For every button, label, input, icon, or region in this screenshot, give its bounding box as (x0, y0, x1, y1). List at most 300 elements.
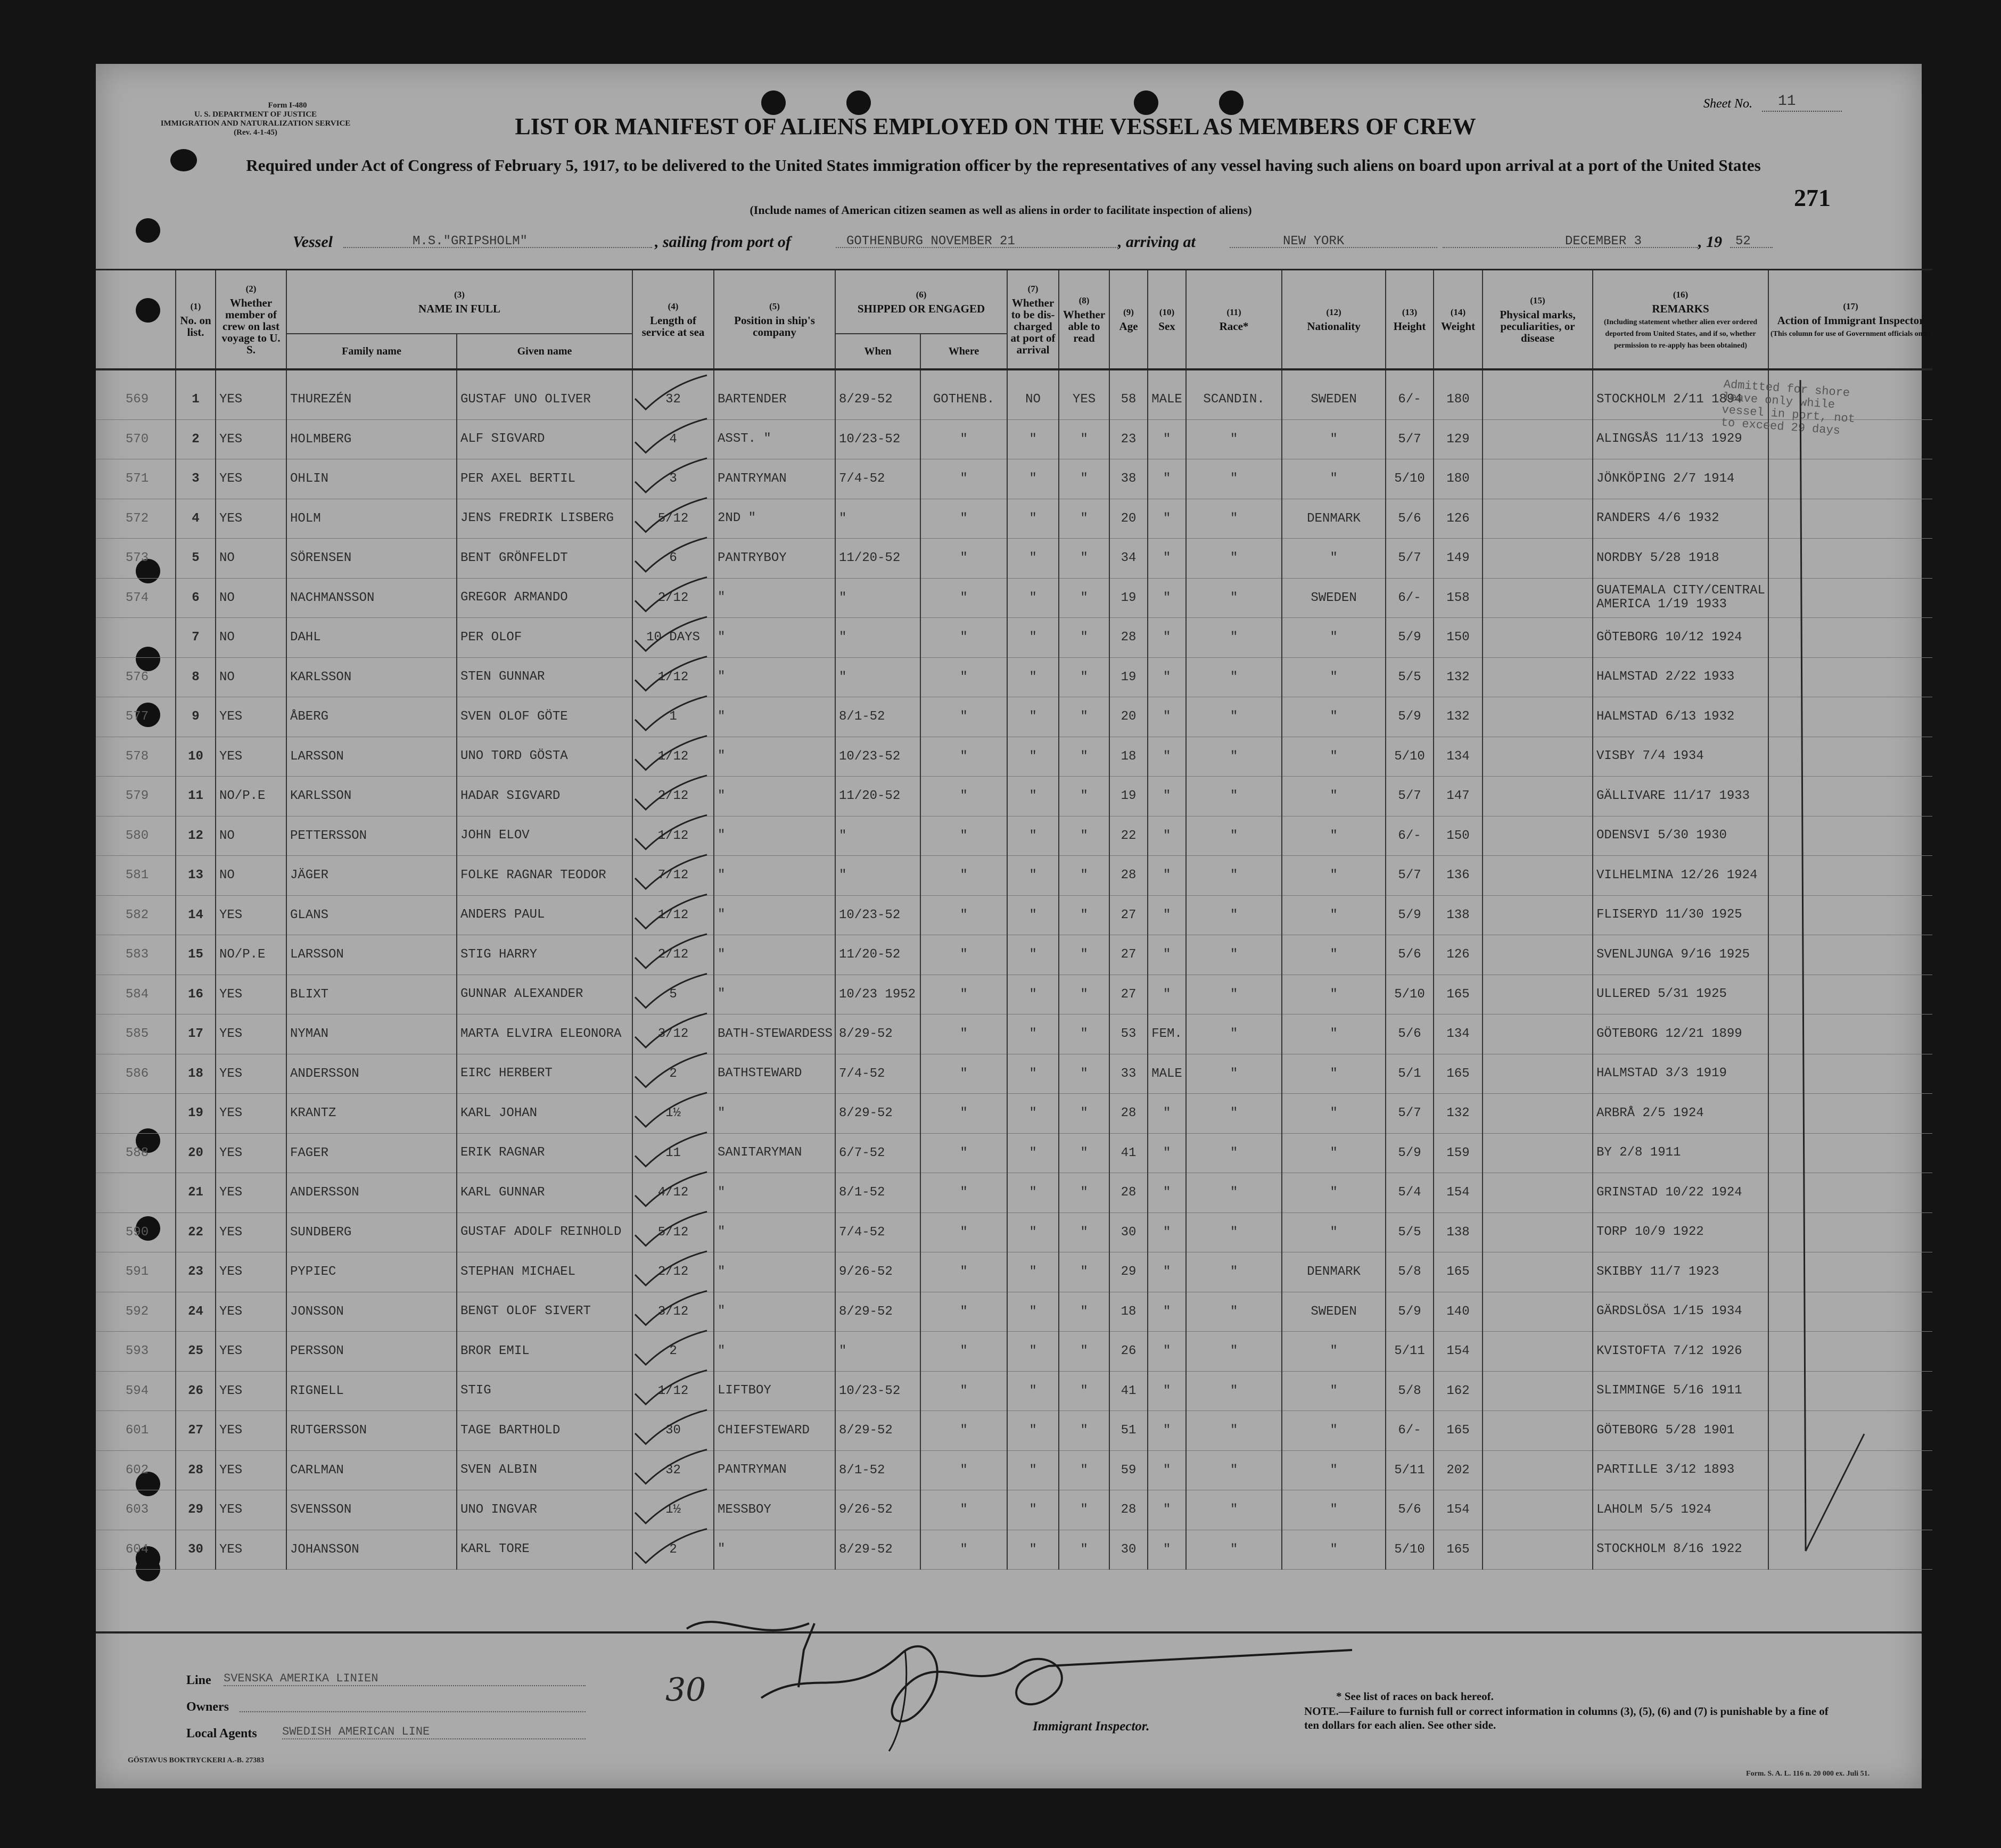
last-voyage-cell: YES (216, 697, 286, 737)
crew-row (96, 777, 1932, 816)
race-cell: " (1186, 1252, 1282, 1292)
height-cell: 5/9 (1386, 1133, 1434, 1173)
crew-row (96, 657, 1932, 697)
remarks-cell: LAHOLM 5/5 1924 (1593, 1490, 1768, 1530)
position-cell: " (714, 895, 835, 935)
no-on-list-cell: 9 (176, 697, 216, 737)
crew-row (96, 1292, 1932, 1332)
service-length-cell: 3/12 (632, 1292, 714, 1332)
able-to-read-cell: " (1059, 1212, 1109, 1252)
race-cell: " (1186, 1173, 1282, 1213)
form-revision: (Rev. 4-1-45) (234, 128, 277, 137)
crew-row (96, 419, 1932, 459)
shipped-where-cell: " (920, 697, 1007, 737)
row-stamp-cell: 594 (96, 1371, 176, 1411)
weight-cell: 126 (1434, 499, 1483, 539)
year-label: , 19 (1698, 233, 1722, 251)
col-race-header: (11) Race* (1186, 270, 1282, 370)
shipped-where-cell: " (920, 1094, 1007, 1134)
crew-row (96, 578, 1932, 618)
shipped-when-cell: 9/26-52 (835, 1252, 920, 1292)
position-cell: " (714, 697, 835, 737)
remarks-cell: SVENLJUNGA 9/16 1925 (1593, 935, 1768, 975)
height-cell: 6/- (1386, 578, 1434, 618)
service-length-cell: 1/12 (632, 737, 714, 777)
inspector-action-cell (1768, 895, 1932, 935)
no-on-list-cell: 20 (176, 1133, 216, 1173)
col-when-header: When (835, 334, 920, 369)
position-cell: BATH-STEWARDESS (714, 1014, 835, 1054)
shipped-where-cell: " (920, 777, 1007, 816)
race-cell: " (1186, 657, 1282, 697)
weight-cell: 149 (1434, 539, 1483, 579)
physical-marks-cell (1483, 618, 1593, 658)
age-cell: 29 (1109, 1252, 1148, 1292)
physical-marks-cell (1483, 1450, 1593, 1490)
service-length-cell: 5/12 (632, 499, 714, 539)
shipped-when-cell: 10/23-52 (835, 895, 920, 935)
race-cell: " (1186, 895, 1282, 935)
sex-cell: " (1148, 539, 1186, 579)
discharged-cell: " (1007, 1133, 1059, 1173)
weight-cell: 162 (1434, 1371, 1483, 1411)
service-length-cell: 4 (632, 419, 714, 459)
row-stamp-cell: 604 (96, 1530, 176, 1570)
discharged-cell: " (1007, 1173, 1059, 1213)
local-agents-label: Local Agents (186, 1727, 257, 1740)
given-name-cell: EIRC HERBERT (457, 1054, 632, 1094)
owners-value (240, 1698, 586, 1712)
remarks-cell: GÖTEBORG 10/12 1924 (1593, 618, 1768, 658)
age-cell: 28 (1109, 1173, 1148, 1213)
physical-marks-cell (1483, 1411, 1593, 1451)
able-to-read-cell: " (1059, 737, 1109, 777)
nationality-cell: " (1282, 1094, 1386, 1134)
shipped-when-cell: 8/29-52 (835, 1014, 920, 1054)
no-on-list-cell: 16 (176, 975, 216, 1014)
no-on-list-cell: 23 (176, 1252, 216, 1292)
inspector-action-cell (1768, 1371, 1932, 1411)
row-stamp-cell: 602 (96, 1450, 176, 1490)
shipped-where-cell: " (920, 816, 1007, 856)
physical-marks-cell (1483, 975, 1593, 1014)
age-cell: 33 (1109, 1054, 1148, 1094)
col-given-name-header: Given name (457, 334, 632, 369)
last-voyage-cell: YES (216, 1094, 286, 1134)
physical-marks-cell (1483, 1292, 1593, 1332)
service-length-cell: 30 (632, 1411, 714, 1451)
physical-marks-cell (1483, 1530, 1593, 1570)
inspector-action-cell (1768, 1530, 1932, 1570)
col-family-name-header: Family name (286, 334, 457, 369)
family-name-cell: LARSSON (286, 935, 457, 975)
family-name-cell: JÄGER (286, 856, 457, 896)
shipped-when-cell: 11/20-52 (835, 777, 920, 816)
height-cell: 5/6 (1386, 1490, 1434, 1530)
inspector-action-cell (1768, 1252, 1932, 1292)
age-cell: 18 (1109, 1292, 1148, 1332)
discharged-cell: NO (1007, 369, 1059, 419)
last-voyage-cell: YES (216, 1212, 286, 1252)
height-cell: 5/7 (1386, 856, 1434, 896)
crew-row (96, 1450, 1932, 1490)
crew-row (96, 1212, 1932, 1252)
crew-row (96, 1014, 1932, 1054)
able-to-read-cell: " (1059, 1014, 1109, 1054)
remarks-cell: HALMSTAD 3/3 1919 (1593, 1054, 1768, 1094)
remarks-cell: FLISERYD 11/30 1925 (1593, 895, 1768, 935)
row-stamp-cell: 591 (96, 1252, 176, 1292)
position-cell: BATHSTEWARD (714, 1054, 835, 1094)
shipped-when-cell: 8/29-52 (835, 1411, 920, 1451)
include-note: (Include names of American citizen seamen as well as aliens in order to facilitate inspection of aliens) (750, 203, 1252, 217)
position-cell: " (714, 1094, 835, 1134)
nationality-cell: SWEDEN (1282, 1292, 1386, 1332)
position-cell: " (714, 777, 835, 816)
row-stamp-cell: 571 (96, 459, 176, 499)
remarks-cell: VISBY 7/4 1934 (1593, 737, 1768, 777)
age-cell: 28 (1109, 856, 1148, 896)
last-voyage-cell: YES (216, 459, 286, 499)
able-to-read-cell: " (1059, 856, 1109, 896)
sex-cell: " (1148, 419, 1186, 459)
able-to-read-cell: " (1059, 895, 1109, 935)
page-title: LIST OR MANIFEST OF ALIENS EMPLOYED ON THE VESSEL AS MEMBERS OF CREW (515, 113, 1476, 139)
remarks-cell: SLIMMINGE 5/16 1911 (1593, 1371, 1768, 1411)
row-stamp-cell: 577 (96, 697, 176, 737)
last-voyage-cell: YES (216, 1450, 286, 1490)
crew-row (96, 459, 1932, 499)
service-length-cell: 5/12 (632, 1212, 714, 1252)
discharged-cell: " (1007, 539, 1059, 579)
family-name-cell: OHLIN (286, 459, 457, 499)
no-on-list-cell: 2 (176, 419, 216, 459)
punch-hole (761, 90, 786, 115)
nationality-cell: " (1282, 856, 1386, 896)
sex-cell: " (1148, 499, 1186, 539)
able-to-read-cell: " (1059, 1292, 1109, 1332)
last-voyage-cell: NO (216, 856, 286, 896)
no-on-list-cell: 29 (176, 1490, 216, 1530)
race-cell: SCANDIN. (1186, 369, 1282, 419)
age-cell: 18 (1109, 737, 1148, 777)
able-to-read-cell: " (1059, 419, 1109, 459)
remarks-cell: ALINGSÅS 11/13 1929 (1593, 419, 1768, 459)
shipped-where-cell: " (920, 737, 1007, 777)
height-cell: 5/7 (1386, 539, 1434, 579)
nationality-cell: " (1282, 935, 1386, 975)
shipped-when-cell: 7/4-52 (835, 1054, 920, 1094)
weight-cell: 136 (1434, 856, 1483, 896)
shipped-where-cell: " (920, 1292, 1007, 1332)
weight-cell: 132 (1434, 1094, 1483, 1134)
crew-row (96, 1054, 1932, 1094)
col-age-header: (9) Age (1109, 270, 1148, 370)
discharged-cell: " (1007, 737, 1059, 777)
race-cell: " (1186, 1292, 1282, 1332)
no-on-list-cell: 27 (176, 1411, 216, 1451)
age-cell: 28 (1109, 618, 1148, 658)
last-voyage-cell: YES (216, 1332, 286, 1372)
service-length-cell: 32 (632, 1450, 714, 1490)
physical-marks-cell (1483, 459, 1593, 499)
no-on-list-cell: 12 (176, 816, 216, 856)
row-stamp-cell: 578 (96, 737, 176, 777)
age-cell: 26 (1109, 1332, 1148, 1372)
punch-hole (1219, 90, 1244, 115)
margin-column-header (96, 270, 176, 370)
row-stamp-cell: 592 (96, 1292, 176, 1332)
col-last-voyage-header: (2) Whether member of crew on last voyage to U. S. (216, 270, 286, 370)
able-to-read-cell: " (1059, 459, 1109, 499)
inspector-action-cell (1768, 816, 1932, 856)
able-to-read-cell: " (1059, 1450, 1109, 1490)
shipped-when-cell: " (835, 499, 920, 539)
service-name: IMMIGRATION AND NATURALIZATION SERVICE (160, 119, 351, 128)
discharged-cell: " (1007, 895, 1059, 935)
sheet-number-label: Sheet No. (1703, 97, 1752, 111)
height-cell: 5/6 (1386, 499, 1434, 539)
remarks-cell: RANDERS 4/6 1932 (1593, 499, 1768, 539)
service-length-cell: 1 (632, 697, 714, 737)
shipped-when-cell: 11/20-52 (835, 539, 920, 579)
no-on-list-cell: 30 (176, 1530, 216, 1570)
shipped-where-cell: " (920, 1450, 1007, 1490)
discharged-cell: " (1007, 1212, 1059, 1252)
no-on-list-cell: 22 (176, 1212, 216, 1252)
shore-leave-stamp: Admitted for shore leave only while vessel in port, not to exceed 29 days (1720, 377, 1856, 438)
shipped-where-cell: " (920, 459, 1007, 499)
age-cell: 22 (1109, 816, 1148, 856)
last-voyage-cell: YES (216, 1054, 286, 1094)
family-name-cell: THUREZÉN (286, 369, 457, 419)
age-cell: 59 (1109, 1450, 1148, 1490)
inspector-action-cell (1768, 578, 1932, 618)
sex-cell: " (1148, 856, 1186, 896)
family-name-cell: KARLSSON (286, 777, 457, 816)
height-cell: 6/- (1386, 816, 1434, 856)
position-cell: " (714, 1332, 835, 1372)
punch-hole (136, 218, 160, 243)
discharged-cell: " (1007, 1292, 1059, 1332)
height-cell: 5/9 (1386, 895, 1434, 935)
physical-marks-cell (1483, 657, 1593, 697)
race-cell: " (1186, 1450, 1282, 1490)
sex-cell: " (1148, 1133, 1186, 1173)
sailing-port: GOTHENBURG NOVEMBER 21 (846, 234, 1015, 249)
nationality-cell: " (1282, 1212, 1386, 1252)
physical-marks-cell (1483, 935, 1593, 975)
discharged-cell: " (1007, 499, 1059, 539)
remarks-cell: STOCKHOLM 8/16 1922 (1593, 1530, 1768, 1570)
given-name-cell: STEN GUNNAR (457, 657, 632, 697)
col-shipped-header: (6) SHIPPED OR ENGAGED (835, 270, 1007, 334)
crew-row (96, 1094, 1932, 1134)
height-cell: 5/7 (1386, 419, 1434, 459)
family-name-cell: RUTGERSSON (286, 1411, 457, 1451)
no-on-list-cell: 24 (176, 1292, 216, 1332)
race-cell: " (1186, 935, 1282, 975)
no-on-list-cell: 21 (176, 1173, 216, 1213)
physical-marks-cell (1483, 578, 1593, 618)
position-cell: MESSBOY (714, 1490, 835, 1530)
physical-marks-cell (1483, 539, 1593, 579)
row-stamp-cell: 603 (96, 1490, 176, 1530)
position-cell: " (714, 737, 835, 777)
able-to-read-cell: " (1059, 1094, 1109, 1134)
sex-cell: " (1148, 1530, 1186, 1570)
physical-marks-cell (1483, 1173, 1593, 1213)
able-to-read-cell: " (1059, 1490, 1109, 1530)
height-cell: 5/6 (1386, 935, 1434, 975)
last-voyage-cell: YES (216, 369, 286, 419)
shipped-where-cell: " (920, 1490, 1007, 1530)
service-length-cell: 10 DAYS (632, 618, 714, 658)
service-length-cell: 2/12 (632, 777, 714, 816)
crew-row (96, 816, 1932, 856)
discharged-cell: " (1007, 816, 1059, 856)
physical-marks-cell (1483, 697, 1593, 737)
shipped-when-cell: 6/7-52 (835, 1133, 920, 1173)
physical-marks-cell (1483, 1133, 1593, 1173)
given-name-cell: ALF SIGVARD (457, 419, 632, 459)
last-voyage-cell: YES (216, 1292, 286, 1332)
physical-marks-cell (1483, 1014, 1593, 1054)
col-remarks-header: (16) REMARKS (Including statement whether alien ever ordered deported from United States, and if so, whether permission to re-apply has been obtained) (1593, 270, 1768, 370)
arriving-port: NEW YORK (1283, 234, 1345, 249)
position-cell: " (714, 657, 835, 697)
inspector-action-cell (1768, 1054, 1932, 1094)
no-on-list-cell: 19 (176, 1094, 216, 1134)
given-name-cell: GUSTAF ADOLF REINHOLD (457, 1212, 632, 1252)
sex-cell: " (1148, 816, 1186, 856)
given-name-cell: GUNNAR ALEXANDER (457, 975, 632, 1014)
sex-cell: " (1148, 657, 1186, 697)
race-cell: " (1186, 975, 1282, 1014)
service-length-cell: 5 (632, 975, 714, 1014)
remarks-cell: TORP 10/9 1922 (1593, 1212, 1768, 1252)
inspector-action-cell (1768, 657, 1932, 697)
weight-cell: 150 (1434, 816, 1483, 856)
nationality-cell: " (1282, 1014, 1386, 1054)
row-stamp-cell: 579 (96, 777, 176, 816)
no-on-list-cell: 18 (176, 1054, 216, 1094)
family-name-cell: LARSSON (286, 737, 457, 777)
discharged-cell: " (1007, 1450, 1059, 1490)
able-to-read-cell: " (1059, 935, 1109, 975)
race-cell: " (1186, 697, 1282, 737)
line-label: Line (186, 1673, 211, 1687)
shipped-when-cell: 10/23-52 (835, 737, 920, 777)
row-stamp-cell: 582 (96, 895, 176, 935)
age-cell: 19 (1109, 657, 1148, 697)
family-name-cell: CARLMAN (286, 1450, 457, 1490)
service-length-cell: 7/12 (632, 856, 714, 896)
inspector-signature (676, 1586, 1368, 1762)
row-stamp-cell: 593 (96, 1332, 176, 1372)
position-cell: 2ND " (714, 499, 835, 539)
shipped-when-cell: 7/4-52 (835, 1212, 920, 1252)
physical-marks-cell (1483, 1371, 1593, 1411)
sheet-number-value: 11 (1778, 93, 1796, 110)
last-voyage-cell: YES (216, 1014, 286, 1054)
physical-marks-cell (1483, 1094, 1593, 1134)
given-name-cell: GUSTAF UNO OLIVER (457, 369, 632, 419)
family-name-cell: HOLM (286, 499, 457, 539)
shipped-when-cell: 8/1-52 (835, 1173, 920, 1213)
physical-marks-cell (1483, 1054, 1593, 1094)
row-stamp-cell: 574 (96, 578, 176, 618)
position-cell: PANTRYBOY (714, 539, 835, 579)
given-name-cell: STEPHAN MICHAEL (457, 1252, 632, 1292)
service-length-cell: 2 (632, 1332, 714, 1372)
position-cell: BARTENDER (714, 369, 835, 419)
crew-row (96, 975, 1932, 1014)
inspector-action-cell (1768, 539, 1932, 579)
remarks-cell: ULLERED 5/31 1925 (1593, 975, 1768, 1014)
shipped-when-cell: " (835, 657, 920, 697)
crew-row (96, 856, 1932, 896)
shipped-where-cell: " (920, 578, 1007, 618)
inspector-action-cell (1768, 697, 1932, 737)
nationality-cell: " (1282, 816, 1386, 856)
given-name-cell: PER AXEL BERTIL (457, 459, 632, 499)
sex-cell: " (1148, 975, 1186, 1014)
position-cell: " (714, 1212, 835, 1252)
row-stamp-cell: 576 (96, 657, 176, 697)
weight-cell: 159 (1434, 1133, 1483, 1173)
inspector-action-cell (1768, 459, 1932, 499)
inspector-action-cell (1768, 737, 1932, 777)
form-identifier (149, 101, 362, 137)
service-length-cell: 6 (632, 539, 714, 579)
age-cell: 19 (1109, 578, 1148, 618)
position-cell: ASST. " (714, 419, 835, 459)
nationality-cell: " (1282, 1173, 1386, 1213)
discharged-cell: " (1007, 1530, 1059, 1570)
given-name-cell: JOHN ELOV (457, 816, 632, 856)
physical-marks-cell (1483, 1212, 1593, 1252)
able-to-read-cell: " (1059, 1530, 1109, 1570)
inspector-action-cell (1768, 1490, 1932, 1530)
given-name-cell: STIG (457, 1371, 632, 1411)
position-cell: " (714, 1530, 835, 1570)
last-voyage-cell: NO/P.E (216, 777, 286, 816)
crew-rows (96, 369, 1932, 1570)
age-cell: 28 (1109, 1094, 1148, 1134)
family-name-cell: HOLMBERG (286, 419, 457, 459)
vessel-label: Vessel (293, 233, 333, 251)
remarks-cell: GUATEMALA CITY/CENTRAL AMERICA 1/19 1933 (1593, 578, 1768, 618)
remarks-cell: GÖTEBORG 12/21 1899 (1593, 1014, 1768, 1054)
weight-cell: 180 (1434, 369, 1483, 419)
race-footnote: * See list of races on back hereof. (1336, 1690, 1494, 1703)
given-name-cell: KARL TORE (457, 1530, 632, 1570)
row-stamp-cell: 573 (96, 539, 176, 579)
given-name-cell: ERIK RAGNAR (457, 1133, 632, 1173)
discharged-cell: " (1007, 975, 1059, 1014)
race-cell: " (1186, 1530, 1282, 1570)
height-cell: 5/7 (1386, 1094, 1434, 1134)
crew-row (96, 1530, 1932, 1570)
able-to-read-cell: " (1059, 1252, 1109, 1292)
race-cell: " (1186, 459, 1282, 499)
given-name-cell: MARTA ELVIRA ELEONORA (457, 1014, 632, 1054)
crew-row (96, 1490, 1932, 1530)
crew-row (96, 1371, 1932, 1411)
position-cell: " (714, 856, 835, 896)
weight-cell: 132 (1434, 657, 1483, 697)
